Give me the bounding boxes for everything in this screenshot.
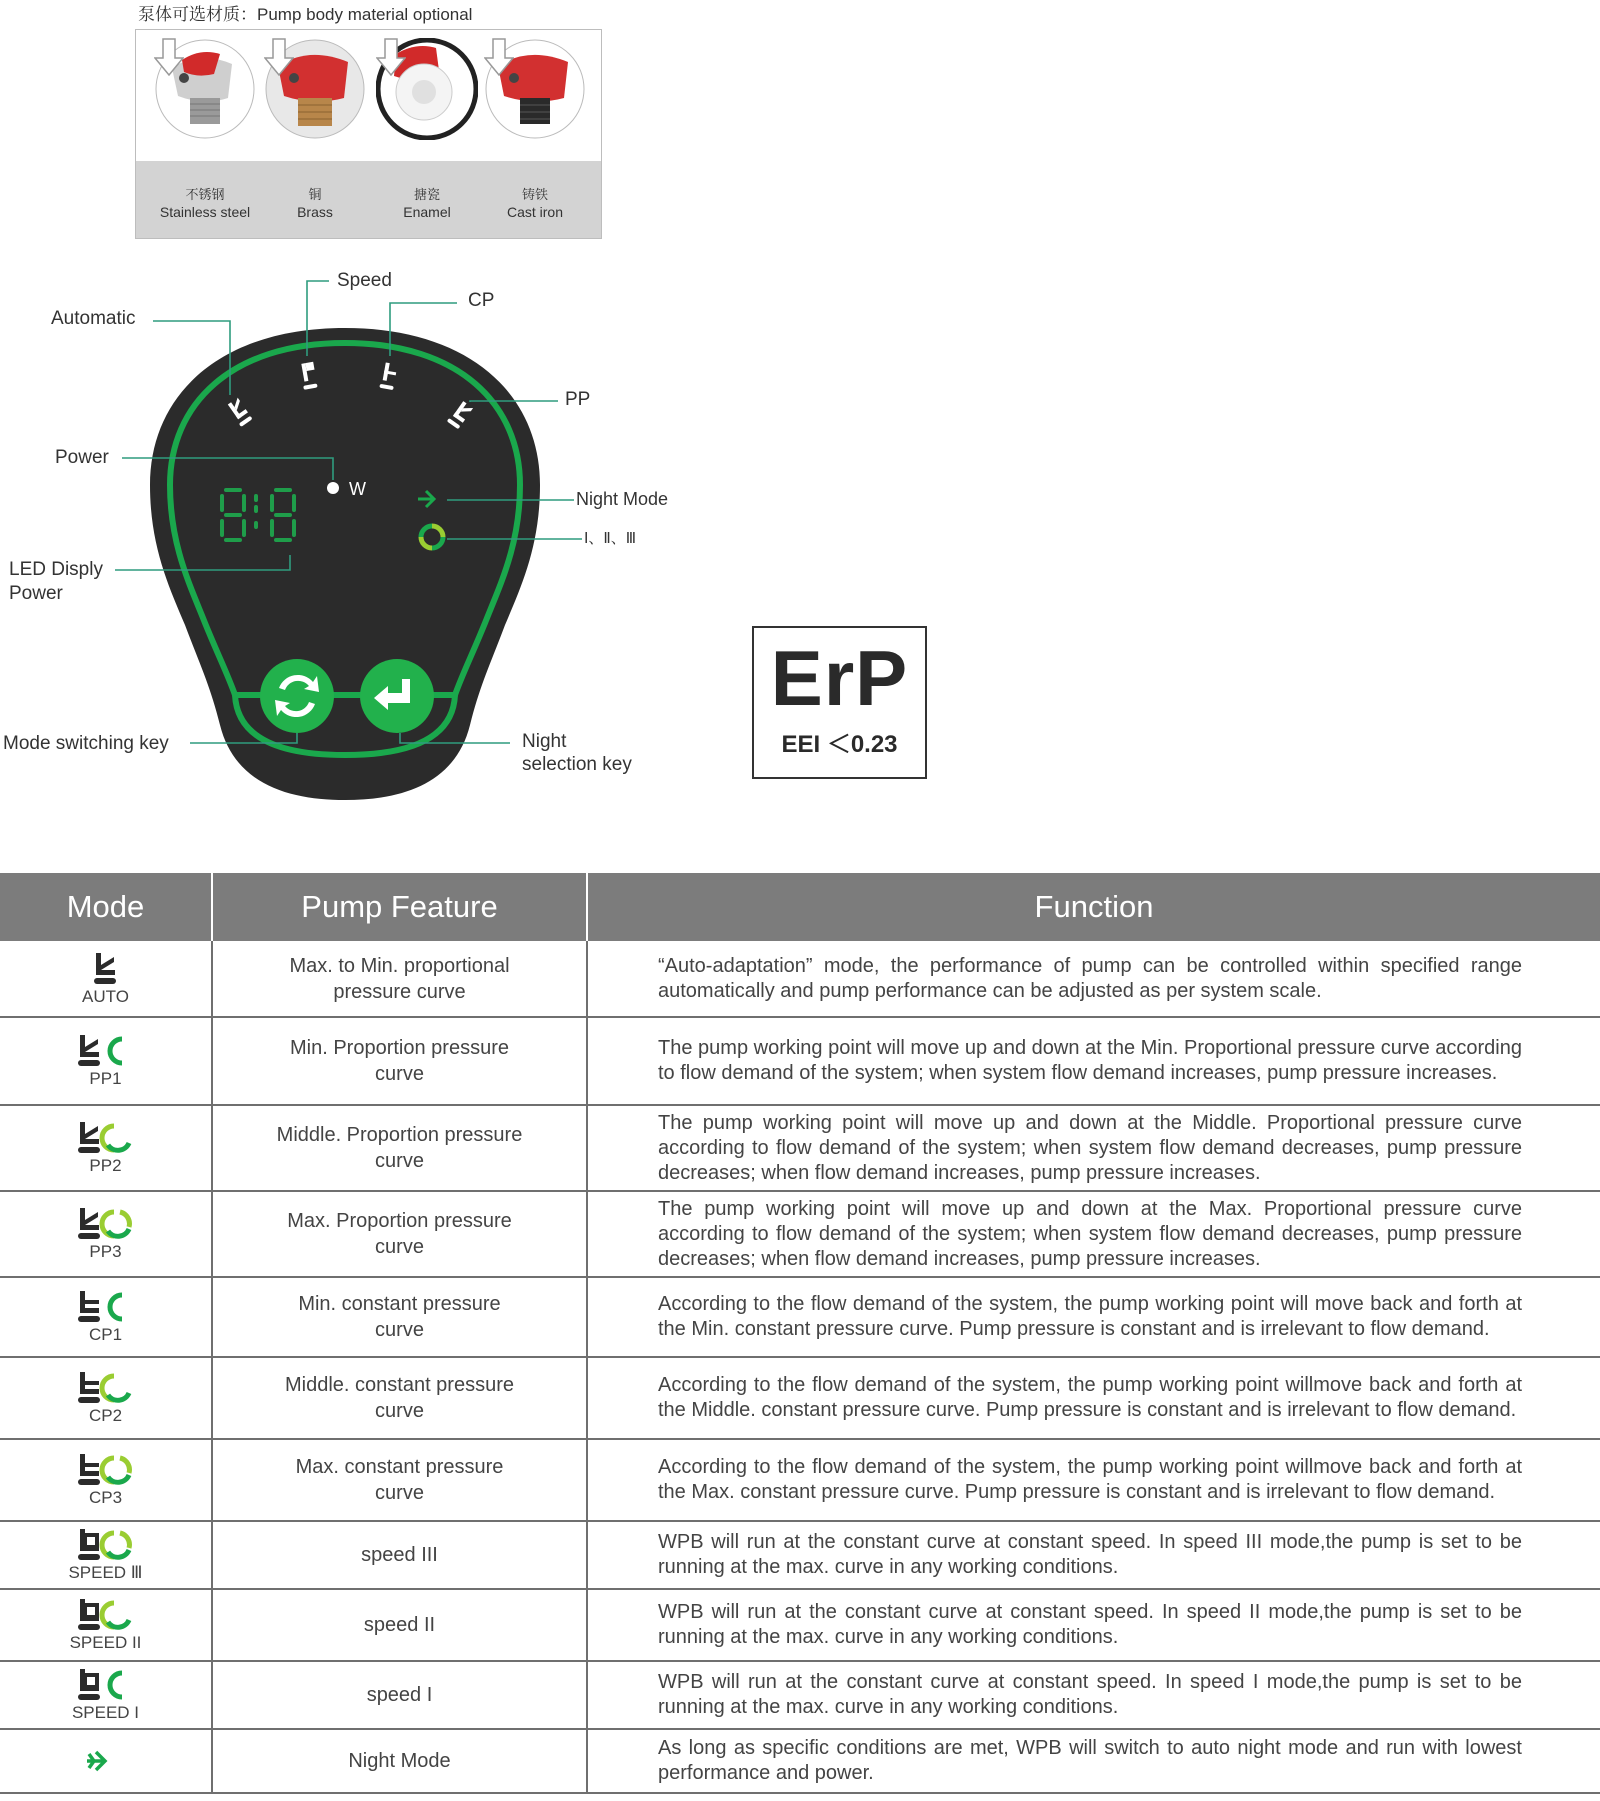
speed3-icon — [77, 1528, 135, 1562]
mode-cell — [0, 941, 212, 1017]
panel-body — [150, 328, 540, 800]
material-label-cn: 搪瓷 — [413, 188, 440, 203]
cp1-icon — [77, 1290, 135, 1324]
down-arrow-icon — [376, 38, 406, 76]
mode-label: CP3 — [88, 1488, 123, 1507]
function-cell: According to the flow demand of the system, the pump working point willmove back and forth at the Middle. constant pressure curve. Pump pressure is constant and is irrelevant to flow demand. — [587, 1357, 1600, 1439]
mode-cell — [0, 1439, 212, 1521]
material-label-en: Cast iron — [506, 204, 564, 220]
power-unit-label: W — [349, 479, 366, 499]
material-item-enamel — [372, 30, 482, 240]
pump-feature-cell: Max. Proportion pressure curve — [212, 1191, 587, 1277]
function-cell: The pump working point will move up and down at the Middle. Proportional pressure curve according to flow demand of the system; when system flow demand decreases, pump pressure decreases; when flow demand increases, pump pressure increases. — [587, 1105, 1600, 1191]
table-row — [0, 1357, 1600, 1439]
callout-mode-switching-key: Mode switching key — [3, 733, 169, 754]
header-mode: Mode — [0, 873, 212, 941]
mode-table — [0, 873, 1600, 1794]
table-row — [0, 1191, 1600, 1277]
power-unit-dot — [327, 482, 339, 494]
callout-cp: CP — [468, 290, 495, 311]
table-row — [0, 1277, 1600, 1357]
callout-automatic: Automatic — [51, 308, 136, 329]
pump-feature-cell: Night Mode — [212, 1729, 587, 1793]
material-label-en: Enamel — [403, 204, 451, 220]
material-caption — [138, 0, 472, 25]
material-label-en: Brass — [297, 204, 333, 220]
night-selection-key[interactable] — [360, 659, 434, 733]
table-row — [0, 1439, 1600, 1521]
function-cell: The pump working point will move up and down at the Min. Proportional pressure curve according to flow demand of the system; when system flow demand increases, pump pressure increases. — [587, 1017, 1600, 1105]
header-function: Function — [587, 873, 1600, 941]
down-arrow-icon — [484, 38, 514, 76]
pump-feature-cell: speed I — [212, 1661, 587, 1729]
callout-led-power: Power — [9, 583, 63, 604]
pump-feature-cell: Max. to Min. proportional pressure curve — [212, 941, 587, 1017]
function-cell: WPB will run at the constant curve at constant speed. In speed III mode,the pump is set to be running at the max. curve in any working conditions. — [587, 1521, 1600, 1589]
pump-feature-cell: Middle. constant pressure curve — [212, 1357, 587, 1439]
function-cell: As long as specific conditions are met, WPB will switch to auto night mode and run with lowest performance and power. — [587, 1729, 1600, 1793]
function-cell: WPB will run at the constant curve at constant speed. In speed I mode,the pump is set to be running at the max. curve in any working conditions. — [587, 1661, 1600, 1729]
material-caption-en: Pump body material optional — [257, 5, 473, 24]
pp1-icon — [77, 1034, 135, 1068]
erp-badge — [752, 626, 927, 779]
table-header-row — [0, 873, 1600, 941]
table-row — [0, 1589, 1600, 1661]
function-cell: According to the flow demand of the system, the pump working point willmove back and forth at the Max. constant pressure curve. Pump pressure is constant and is irrelevant to flow demand. — [587, 1439, 1600, 1521]
table-row — [0, 1105, 1600, 1191]
mode-cell — [0, 1191, 212, 1277]
function-cell: WPB will run at the constant curve at constant speed. In speed II mode,the pump is set to be running at the max. curve in any working conditions. — [587, 1589, 1600, 1661]
material-label-cn: 铸铁 — [521, 188, 548, 203]
function-cell: According to the flow demand of the system, the pump working point will move back and forth at the Min. constant pressure curve. Pump pressure is constant and is irrelevant to flow demand. — [587, 1277, 1600, 1357]
mode-label: SPEED Ⅲ — [68, 1563, 143, 1582]
table-row — [0, 1521, 1600, 1589]
erp-eei-value: EEI ＜0.23 — [781, 731, 898, 758]
material-label-cn: 铜 — [308, 188, 322, 203]
callout-pp: PP — [565, 389, 591, 410]
pp3-icon — [77, 1207, 135, 1241]
pump-feature-cell: Min. Proportion pressure curve — [212, 1017, 587, 1105]
mode-cell — [0, 1357, 212, 1439]
callout-levels: Ⅰ、Ⅱ、Ⅲ — [584, 529, 637, 547]
pump-feature-cell: Max. constant pressure curve — [212, 1439, 587, 1521]
callout-night-key-line1: Night — [522, 731, 567, 752]
pump-feature-cell: speed III — [212, 1521, 587, 1589]
mode-label: CP1 — [88, 1325, 123, 1344]
mode-label: PP3 — [89, 1242, 122, 1261]
mode-label: PP2 — [89, 1156, 122, 1175]
mode-cell — [0, 1661, 212, 1729]
callout-speed: Speed — [337, 270, 392, 291]
callout-led-display: LED Disply — [9, 559, 103, 580]
erp-title: ErP — [770, 634, 909, 722]
table-row — [0, 1017, 1600, 1105]
auto-icon — [93, 952, 119, 986]
material-label-en: Stainless steel — [159, 204, 251, 220]
callout-night-mode: Night Mode — [576, 489, 669, 509]
material-label-cn: 不锈钢 — [185, 188, 225, 203]
table-row — [0, 1729, 1600, 1793]
function-cell: “Auto-adaptation” mode, the performance of pump can be controlled within specified range automatically and pump performance can be adjusted as per system scale. — [587, 941, 1600, 1017]
material-item-brass — [260, 30, 370, 240]
pp2-icon — [77, 1121, 135, 1155]
mode-switching-key[interactable] — [260, 659, 334, 733]
mode-label: SPEED II — [69, 1633, 142, 1652]
night-mode-icon — [84, 1743, 128, 1779]
pump-feature-cell: Middle. Proportion pressure curve — [212, 1105, 587, 1191]
material-item-cast-iron — [480, 30, 590, 240]
mode-cell — [0, 1521, 212, 1589]
down-arrow-icon — [154, 38, 184, 76]
callout-power: Power — [55, 447, 109, 468]
speed1-icon — [77, 1668, 135, 1702]
header-pump-feature: Pump Feature — [212, 873, 587, 941]
mode-label: AUTO — [82, 986, 129, 1006]
table-row — [0, 1661, 1600, 1729]
pump-feature-cell: Min. constant pressure curve — [212, 1277, 587, 1357]
material-item-stainless-steel — [150, 30, 260, 240]
mode-label: PP1 — [89, 1069, 122, 1088]
function-cell: The pump working point will move up and down at the Max. Proportional pressure curve according to flow demand of the system; when system flow demand decreases, pump pressure decreases; when flow demand increases, pump pressure increases. — [587, 1191, 1600, 1277]
pump-feature-cell: speed II — [212, 1589, 587, 1661]
callout-night-key-line2: selection key — [522, 754, 632, 775]
speed2-icon — [77, 1598, 135, 1632]
cp3-icon — [77, 1453, 135, 1487]
mode-cell — [0, 1589, 212, 1661]
mode-cell — [0, 1277, 212, 1357]
material-caption-cn: 泵体可选材质： — [138, 5, 257, 25]
table-row — [0, 941, 1600, 1017]
mode-cell — [0, 1017, 212, 1105]
cp2-icon — [77, 1371, 135, 1405]
mode-cell — [0, 1729, 212, 1793]
down-arrow-icon — [264, 38, 294, 76]
mode-cell — [0, 1105, 212, 1191]
material-options-box — [135, 29, 602, 239]
mode-label: CP2 — [88, 1406, 123, 1425]
mode-label: SPEED I — [71, 1703, 140, 1722]
